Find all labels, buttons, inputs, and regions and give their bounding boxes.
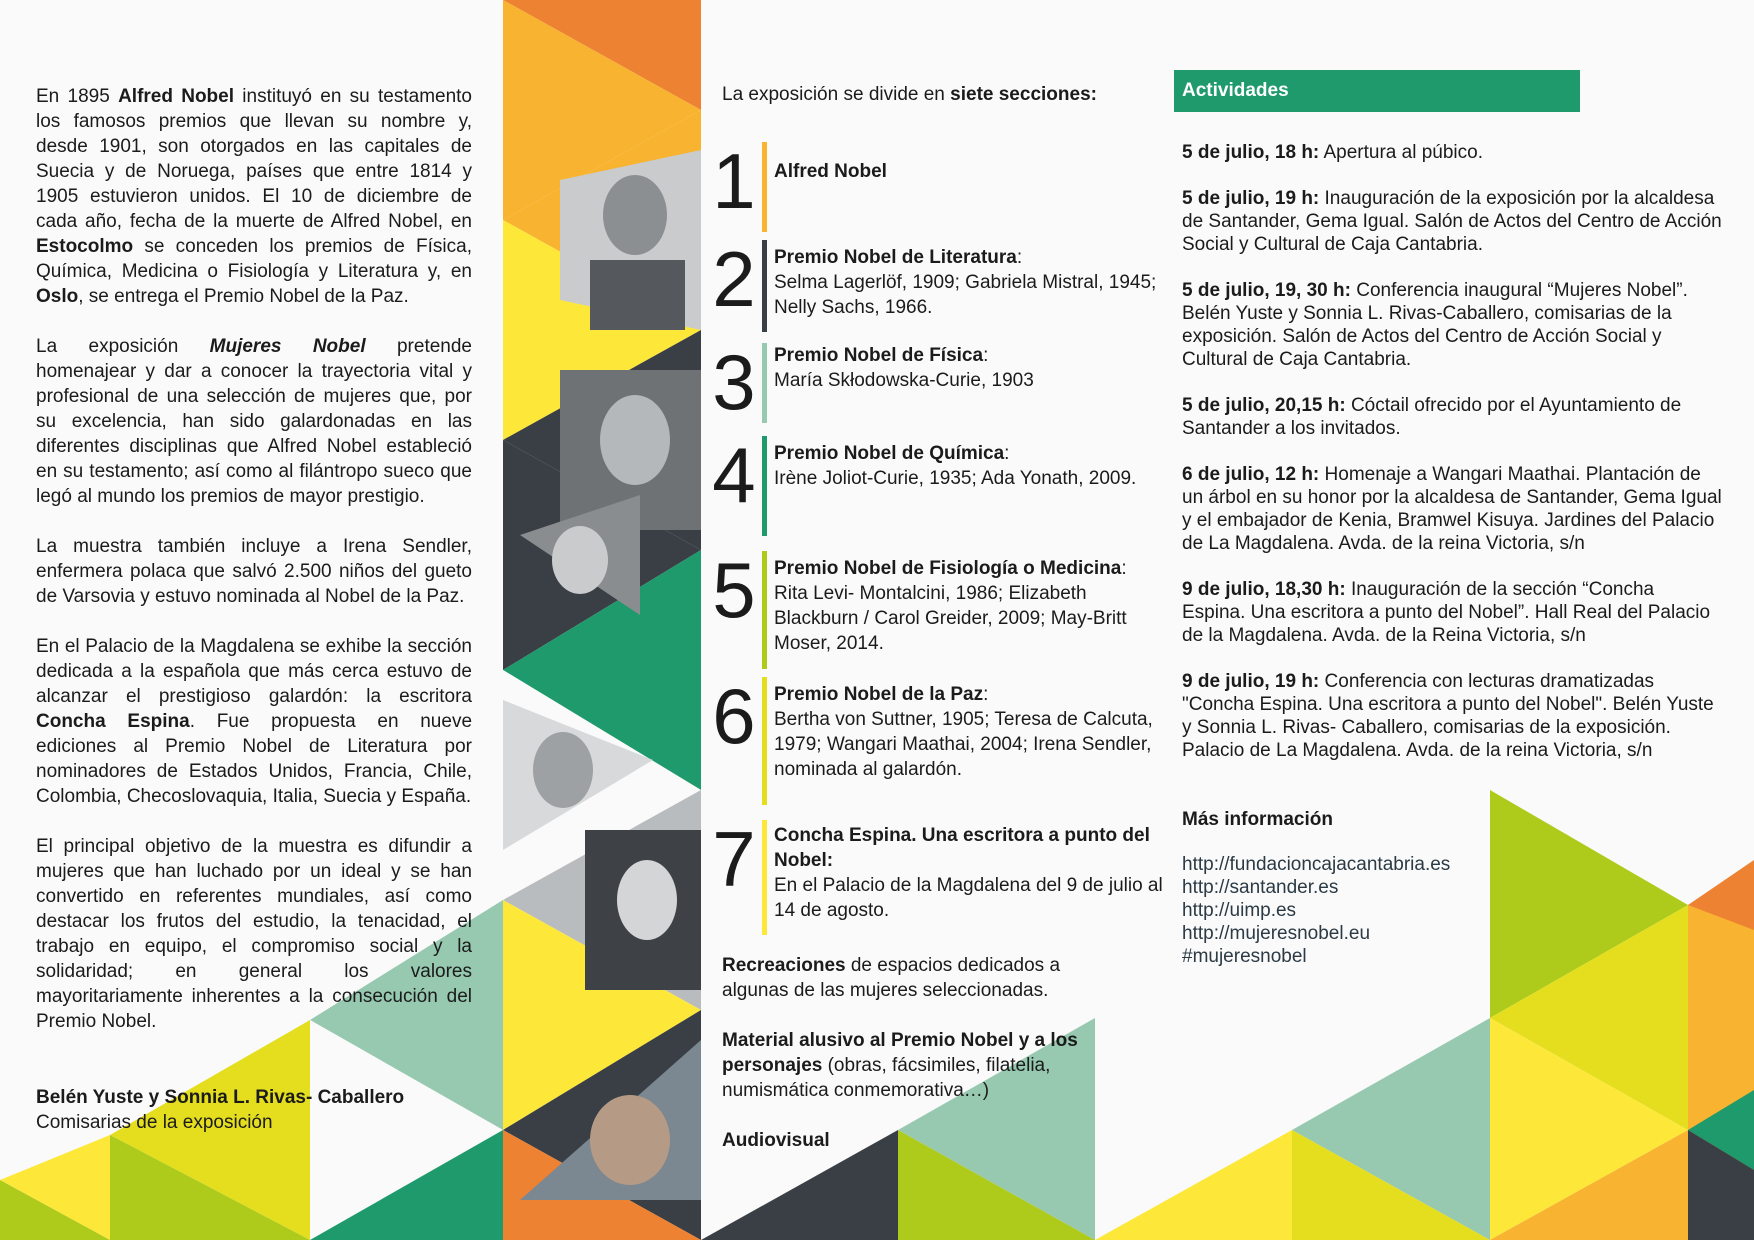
signature-names: Belén Yuste y Sonnia L. Rivas- Caballero [36,1087,405,1108]
section-title: Premio Nobel de Física [774,345,984,366]
woman-portrait-2 [520,495,640,615]
section-title: Alfred Nobel [774,161,887,182]
section-body: Rita Levi- Montalcini, 1986; Elizabeth Blackburn / Carol Greider, 2009; May-Britt Moser, 2014. [774,583,1127,654]
links-list [1182,853,1622,968]
section-body: Bertha von Suttner, 1905; Teresa de Calcuta, 1979; Wangari Maathai, 2004; Irena Sendler, nominada al galardón. [774,709,1153,780]
info-link[interactable]: #mujeresnobel [1182,946,1307,967]
section-number: 3 [712,338,756,426]
sections-intro: La exposición se divide en siete secciones: [722,84,1097,105]
recreaciones-note: Recreaciones de espacios dedicados a algunas de las mujeres seleccionadas. [722,955,1061,1001]
section-body: Irène Joliot-Curie, 1935; Ada Yonath, 2009. [774,468,1137,489]
intro-paragraph-1: En 1895 Alfred Nobel instituyó en su testamento los famosos premios que llevan su nombre y, desde 1901, son otorgados en las capitales de Suecia y de Noruega, países que entre 1814 y 1905 estuvieron unidos. El 10 de diciembre de cada año, fecha de la muerte de Alfred Nobel, en Estocolmo se conceden los premios de Física, Química, Medicina o Fisiología y Literatura y, en Oslo, se entrega el Premio Nobel de la Paz. [36,86,473,307]
activity-text: Homenaje a Wangari Maathai. Plantación de un árbol en su honor por la alcaldesa de Santander, Gema Igual y el embajador de Kenia, Bramwel Kisuya. Jardines del Palacio de La Magdalena. Avda. de la reina Victoria, s/n [1182,464,1722,554]
section-body: Selma Lagerlöf, 1909; Gabriela Mistral, 1945; Nelly Sachs, 1966. [774,272,1157,318]
activity-item [1182,187,1722,256]
activity-text: Conferencia con lecturas dramatizadas "Concha Espina. Una escritora a punto del Nobel". Belén Yuste y Sonnia L. Rivas- Caballero, comisarias de la exposición. Palacio de La Magdalena. Avda. de la reina Victoria, s/n [1182,671,1714,761]
activity-text: Apertura al púbico. [1319,142,1483,163]
intro-paragraph-2: La exposición Mujeres Nobel pretende homenajear y dar a conocer la trayectoria vital y profesional de una selección de mujeres que, por su excelencia, han sido galardonadas en las diferentes disciplinas que Alfred Nobel estableció en su testamento; así como al filántropo sueco que legó al mundo los premios de mayor prestigio. [36,336,473,507]
section-color-bar [762,551,767,669]
section-number: 5 [712,546,756,634]
activity-date: 6 de julio, 12 h: [1182,464,1320,485]
section-title: Premio Nobel de Literatura [774,247,1017,268]
activities-list [1182,141,1722,785]
section-number: 1 [712,137,756,225]
activity-date: 9 de julio, 18,30 h: [1182,579,1346,600]
activity-item [1182,578,1722,647]
activity-date: 5 de julio, 19 h: [1182,188,1320,209]
activity-text: Inauguración de la exposición por la alcaldesa de Santander, Gema Igual. Salón de Actos del Centro de Acción Social y Cultural de Caja Cantabria. [1182,188,1722,255]
section-color-bar [762,820,767,935]
activity-item [1182,670,1722,762]
section-number: 7 [712,815,756,903]
section-title: Premio Nobel de la Paz [774,684,984,705]
section-color-bar [762,343,767,423]
intro-paragraph-5: El principal objetivo de la muestra es difundir a mujeres que han luchado por un ideal y se han convertido en referentes mundiales, así como destacar los frutos del estudio, la tenacidad, el trabajo en equipo, el compromiso social y la solidaridad; en general los valores mayoritariamente inherentes a la consecución del Premio Nobel. [36,836,472,1032]
activity-item [1182,279,1722,371]
info-link[interactable]: http://fundacioncajacantabria.es [1182,854,1451,875]
woman-portrait-3 [503,700,653,850]
section-color-bar [762,240,767,332]
intro-paragraph-4: En el Palacio de la Magdalena se exhibe la sección dedicada a la española que más cerca estuvo de alcanzar el prestigioso galardón: la escritora Concha Espina. Fue propuesta en nueve ediciones al Premio Nobel de Literatura por nominadores de Estados Unidos, Francia, Chile, Colombia, Checoslovaquia, Italia, Suecia y España. [36,636,473,807]
activity-date: 5 de julio, 18 h: [1182,142,1320,163]
info-link[interactable]: http://mujeresnobel.eu [1182,923,1371,944]
activity-text: Inauguración de la sección “Concha Espina. Una escritora a punto del Nobel”. Hall Real del Palacio de la Magdalena. Avda. de la Reina Victoria, s/n [1182,579,1711,646]
section-color-bar [762,436,767,536]
activities-heading: Actividades [1174,70,1580,112]
activity-item [1182,141,1722,164]
section-color-bar [762,677,767,805]
section-title: Concha Espina. Una escritora a punto del Nobel: [774,825,1150,871]
teresa-portrait [520,1040,701,1200]
section-body: En el Palacio de la Magdalena del 9 de julio al 14 de agosto. [774,875,1163,921]
signature-role: Comisarias de la exposición [36,1112,273,1133]
info-link[interactable]: http://santander.es [1182,877,1339,898]
activity-date: 5 de julio, 20,15 h: [1182,395,1346,416]
section-color-bar [762,142,767,232]
section-title: Premio Nobel de Química [774,443,1005,464]
signature [36,1085,496,1135]
activity-text: Conferencia inaugural “Mujeres Nobel”. Belén Yuste y Sonnia L. Rivas-Caballero, comisarias de la exposición. Salón de Actos del Centro de Acción Social y Cultural de Caja Cantabria. [1182,280,1688,370]
material-note: Material alusivo al Premio Nobel y a los personajes (obras, fácsimiles, filatelia, numismática conmemorativa…) [722,1030,1078,1101]
section-number: 2 [712,235,756,323]
alfred-nobel-portrait [560,150,701,330]
section-number: 6 [712,672,756,760]
info-link[interactable]: http://uimp.es [1182,900,1297,921]
woman-portrait-4 [585,830,701,990]
section-title: Premio Nobel de Fisiología o Medicina [774,558,1122,579]
activity-item [1182,463,1722,555]
section-number: 4 [712,431,756,519]
intro-column [36,84,472,1059]
more-info [1182,808,1622,968]
activity-text: Cóctail ofrecido por el Ayuntamiento de Santander a los invitados. [1182,395,1682,439]
intro-paragraph-3: La muestra también incluye a Irena Sendler, enfermera polaca que salvó 2.500 niños del gueto de Varsovia y estuvo nominada al Nobel de la Paz. [36,536,472,607]
activity-item [1182,394,1722,440]
activity-date: 9 de julio, 19 h: [1182,671,1320,692]
section-body: María Skłodowska-Curie, 1903 [774,370,1034,391]
audiovisual-note: Audiovisual [722,1130,830,1151]
more-info-heading: Más información [1182,809,1333,830]
activity-date: 5 de julio, 19, 30 h: [1182,280,1351,301]
